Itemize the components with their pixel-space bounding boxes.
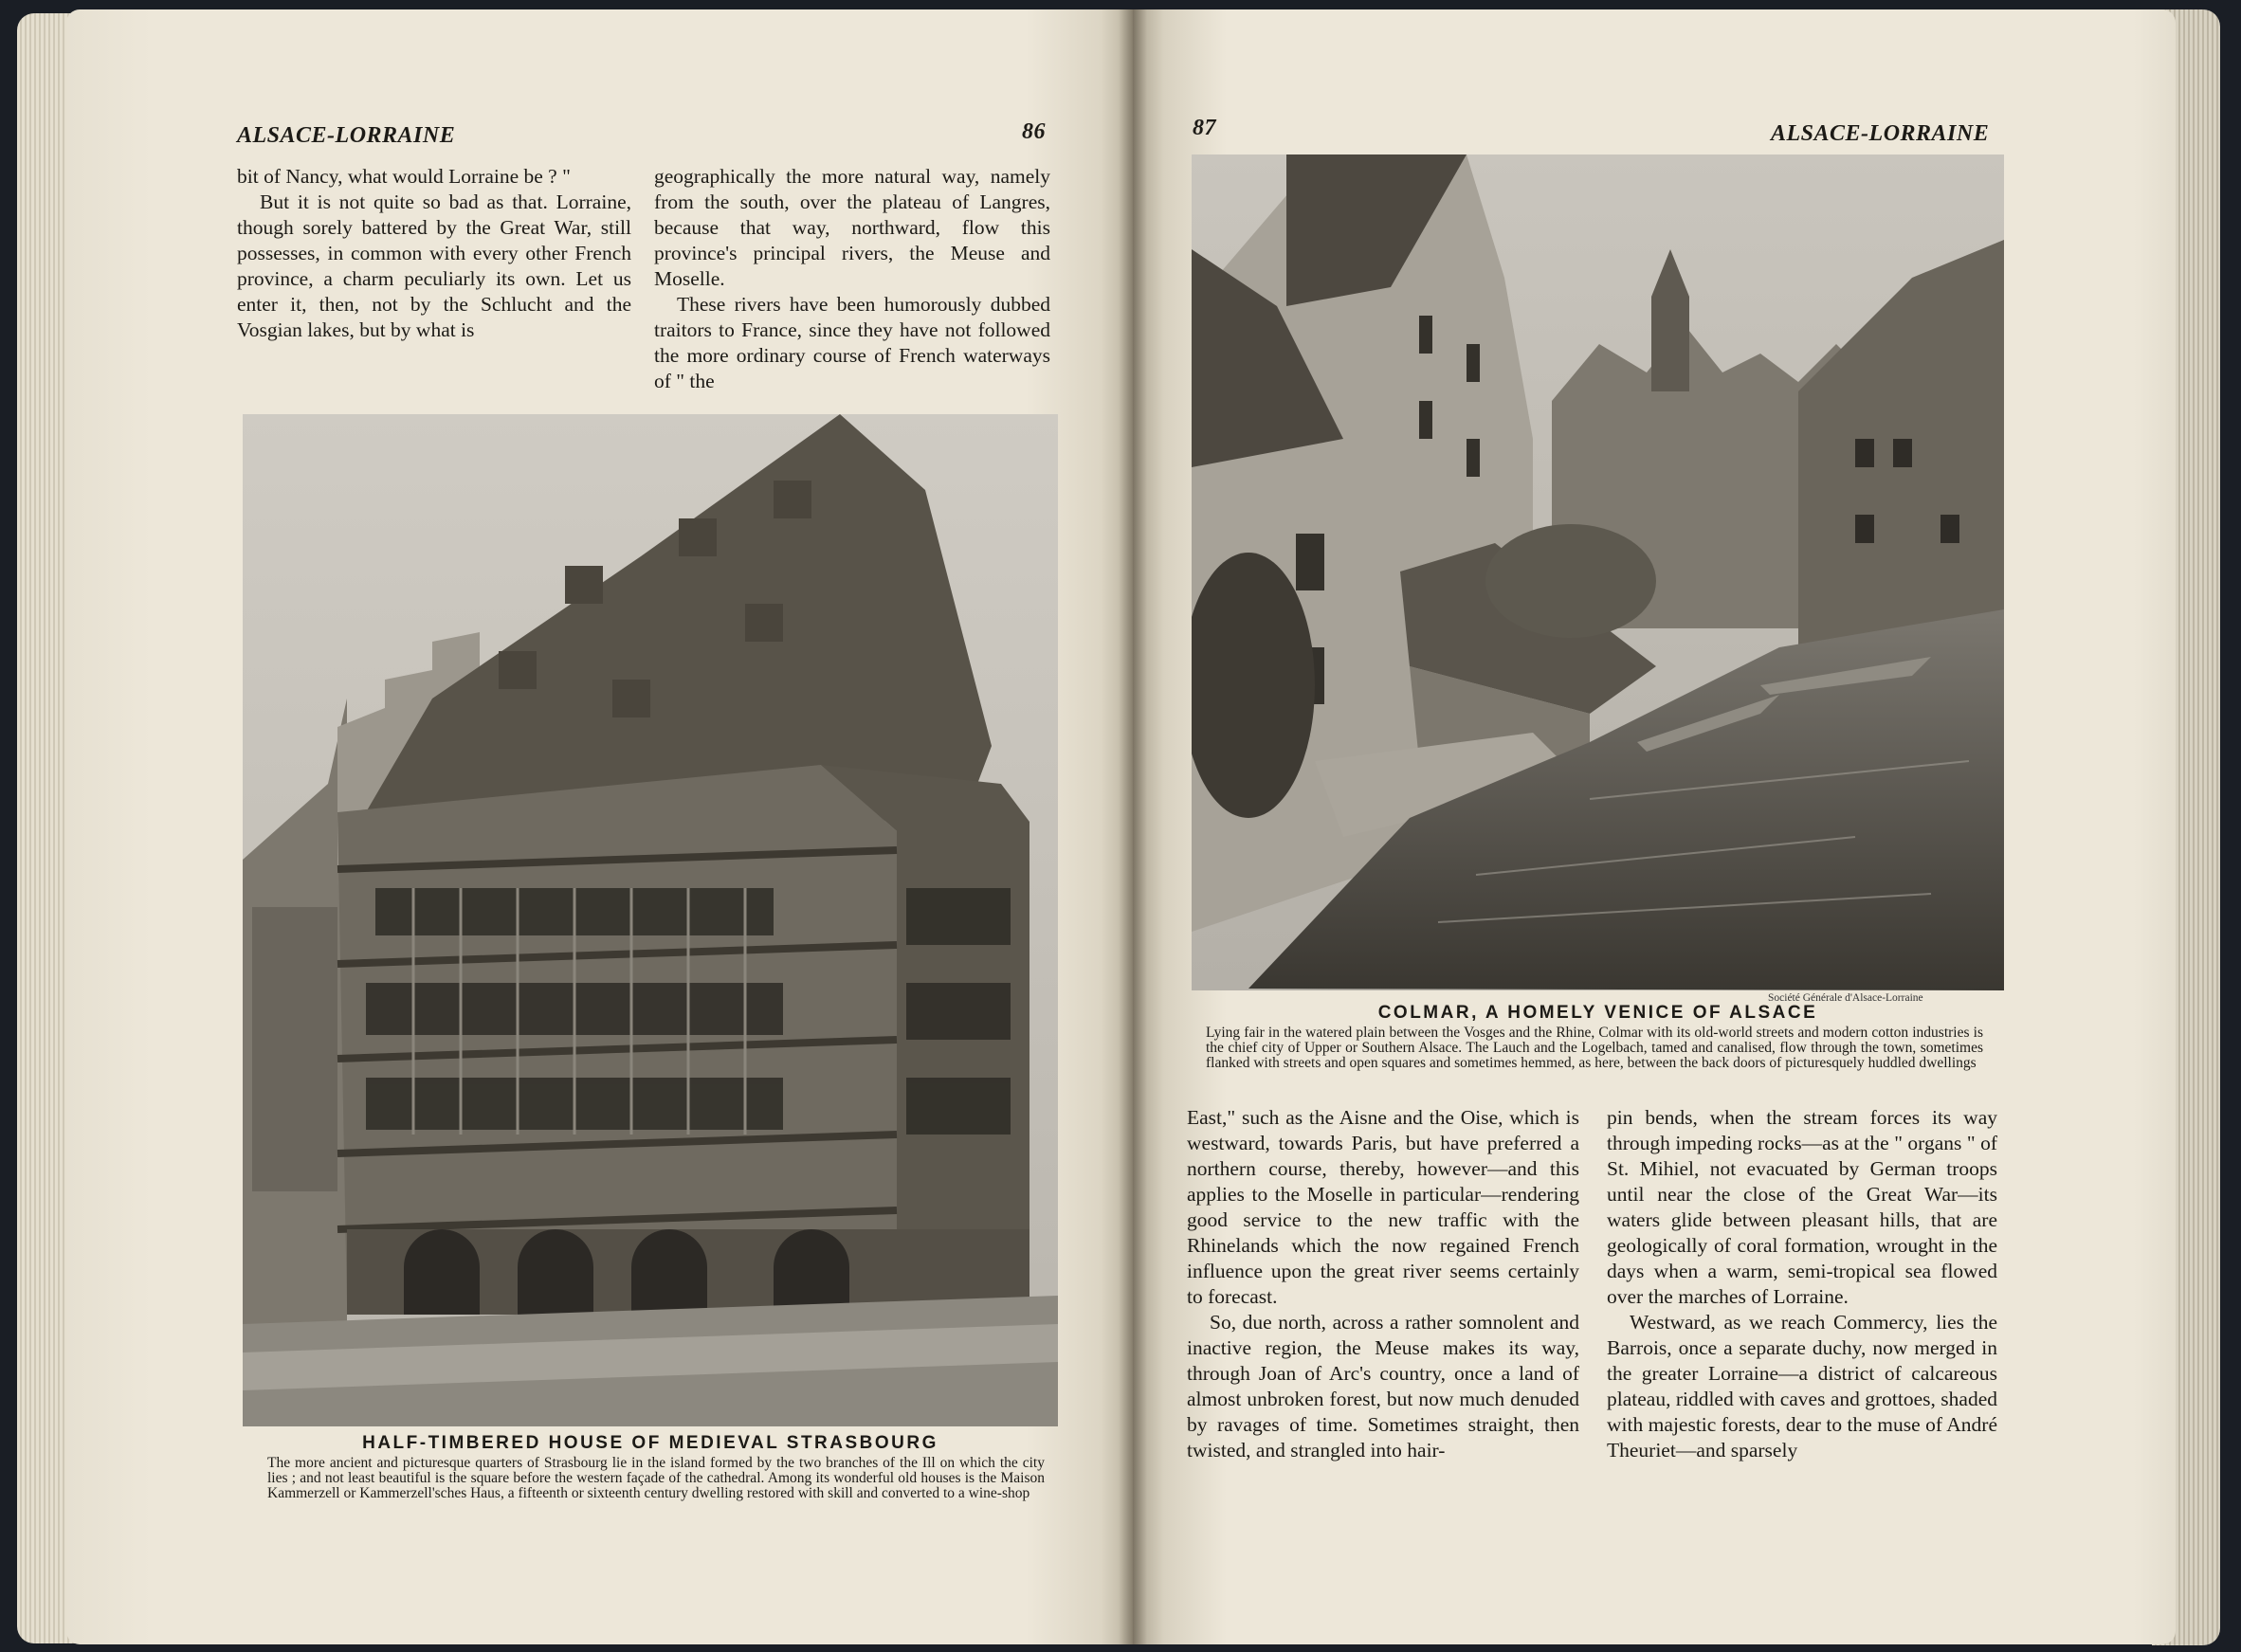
paragraph: But it is not quite so bad as that. Lorraine, though sorely battered by the Great War, still possesses, in common with every other French province, a charm peculiarly its own. Let us enter it, then, not by the Schlucht and the Vosgian lakes, but by what is: [237, 191, 631, 341]
left-figure-caption-text: The more ancient and picturesque quarters of Strasbourg lie in the island formed by the two branches of the Ill on which the city lies ; and not least beautiful is the square before the western façade of the cathedral. Among its wonderful old houses is the Maison Kammerzell or Kammerzell'sches Haus, a fifteenth or sixteenth century dwelling restored with skill and converted to a wine-shop: [267, 1455, 1045, 1501]
left-page-number: 86: [1022, 119, 1046, 144]
right-figure-caption-text: Lying fair in the watered plain between the Vosges and the Rhine, Colmar with its old-world streets and modern cotton industries is the chief city of Upper or Southern Alsace. The Lauch and the Logelbach, tamed and canalised, flow through the town, sometimes flanked with streets and open squares and sometimes hemmed, as here, between the back doors of picturesquely huddled dwellings: [1206, 1025, 1983, 1071]
left-running-head: ALSACE-LORRAINE: [237, 123, 456, 148]
colmar-canal-photo: [1192, 154, 2004, 990]
right-running-head: ALSACE-LORRAINE: [1771, 121, 1990, 146]
gutter-shadow: [1119, 9, 1147, 1644]
paragraph: geographically the more natural way, namely from the south, over the plateau of Langres, because that way, northward, flow this province's principal rivers, the Meuse and Moselle.: [654, 165, 1050, 290]
left-column-1: [237, 164, 631, 343]
paragraph: bit of Nancy, what would Lorraine be ? ": [237, 165, 571, 188]
left-column-2: [654, 164, 1050, 394]
paragraph: So, due north, across a rather somnolent and inactive region, the Meuse makes its way, through Joan of Arc's country, once a land of almost unbroken forest, but now much denuded by ravages of time. Sometimes straight, then twisted, and strangled into hair-: [1187, 1311, 1579, 1461]
right-page-number: 87: [1193, 116, 1216, 140]
photo-credit: Société Générale d'Alsace-Lorraine: [1768, 992, 1923, 1004]
left-figure-caption-title: HALF-TIMBERED HOUSE OF MEDIEVAL STRASBOURG: [362, 1433, 938, 1453]
paragraph: Westward, as we reach Commercy, lies the Barrois, once a separate duchy, now merged in the greater Lorraine—a district of calcareous plateau, riddled with caves and grottoes, shaded with majestic forests, dear to the muse of André Theuriet—and sparsely: [1607, 1311, 1997, 1461]
paragraph: East," such as the Aisne and the Oise, which is westward, towards Paris, but have preferred a northern course, thereby, however—and this applies to the Moselle in particular—rendering good service to the new traffic with the Rhinelands which the now regained French influence upon the great river seems certainly to forecast.: [1187, 1106, 1579, 1308]
right-column-2: [1607, 1105, 1997, 1463]
right-figure-caption-title: COLMAR, A HOMELY VENICE OF ALSACE: [1377, 1003, 1818, 1023]
paragraph: pin bends, when the stream forces its way through impeding rocks—as at the " organs " of St. Mihiel, not evacuated by German troops until near the close of the Great War—its waters glide between pleasant hills, that are geologically of coral formation, wrought in the days when a warm, semi-tropical sea flowed over the marches of Lorraine.: [1607, 1106, 1997, 1308]
right-column-1: [1187, 1105, 1579, 1463]
paragraph: These rivers have been humorously dubbed traitors to France, since they have not followed the more ordinary course of French waterways of " the: [654, 293, 1050, 392]
strasbourg-house-photo: [243, 414, 1058, 1426]
